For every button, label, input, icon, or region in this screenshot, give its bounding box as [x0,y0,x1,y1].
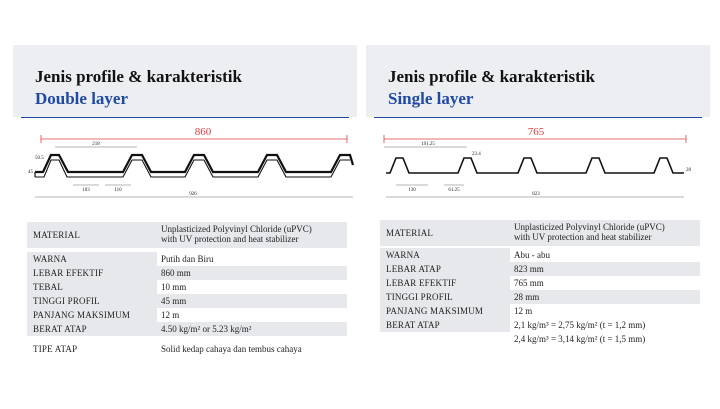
profile-drawing [13,121,357,211]
profile-outline [386,158,684,173]
single-layer-panel [366,45,710,368]
spec-row-lebar-efektif [27,266,347,280]
spec-row-tebal [27,280,347,294]
spec-key: TIPE ATAP [33,344,78,354]
dim-label-total: 823 [532,192,540,197]
double-layer-panel [13,45,357,368]
spec-key: WARNA [380,248,510,262]
dim-label-height: 28 [686,168,691,173]
panel-subtitle: Double layer [35,89,129,108]
panel-header [366,45,710,117]
spec-value: Unplasticized Polyvinyl Chloride (uPVC) with UV protection and heat stabilizer [157,222,347,248]
spec-row-panjang-maksimum [380,304,700,318]
profile-drawing [366,121,710,211]
spec-value: Solid kedap cahaya dan tembus cahaya [161,344,302,354]
spec-value: 4.50 kg/m² or 5.23 kg/m² [157,322,347,336]
dim-label-b: 130 [408,188,416,193]
spec-key: WARNA [27,252,157,266]
spec-key: MATERIAL [27,222,157,248]
spec-table [27,222,347,358]
spec-row-tinggi-profil [380,290,700,304]
spec-value: Abu - abu [514,250,550,260]
panel-title: Jenis profile & karakteristik [35,67,242,86]
spec-value: 28 mm [510,290,700,304]
spec-row-material [380,220,700,246]
dim-label-c: 61.25 [448,188,460,193]
dim-label-total: 926 [189,192,197,197]
spec-value: 12 m [161,310,180,320]
spec-table [380,220,700,346]
dim-label-height: 45 [28,170,33,175]
spec-key: MATERIAL [380,220,510,246]
profile-inner-line [35,160,350,177]
top-dimension-label: 765 [527,126,545,138]
spec-row-warna [380,248,700,262]
header-divider [21,117,349,118]
dim-label-b: 103 [82,188,90,193]
spec-key: PANJANG MAKSIMUM [380,304,510,318]
spec-key: TINGGI PROFIL [380,290,510,304]
top-dimension-label: 860 [194,126,212,138]
spec-row-tinggi-profil [27,294,347,308]
spec-row-tipe-atap [27,340,347,358]
spec-value: 12 m [514,306,533,316]
spec-key: BERAT ATAP [27,322,157,336]
spec-key: LEBAR EFEKTIF [380,276,510,290]
dim-label-slope: 50.5 [35,156,44,161]
dim-label-a: 191.25 [421,142,435,147]
panel-title: Jenis profile & karakteristik [388,67,595,86]
spec-row-lebar-atap [380,262,700,276]
spec-key: BERAT ATAP [380,318,510,332]
spec-value: 45 mm [157,294,347,308]
spec-value: 823 mm [510,262,700,276]
spec-row-warna [27,252,347,266]
panel-subtitle: Single layer [388,89,474,108]
spec-key: PANJANG MAKSIMUM [27,308,157,322]
panel-header [13,45,357,117]
spec-row-lebar-efektif [380,276,700,290]
spec-value: 2,1 kg/m³ = 2,75 kg/m² (t = 1,2 mm) 2,4 kg/m³ = 3,14 kg/m² (t = 1,5 mm) [514,320,646,344]
spec-value: 765 mm [514,278,544,288]
spec-key: LEBAR EFEKTIF [27,266,157,280]
spec-row-berat-atap [27,322,347,336]
spec-value: 860 mm [157,266,347,280]
spec-value: Putih dan Biru [161,254,214,264]
spec-row-material [27,222,347,248]
dim-label-a: 218 [92,142,100,147]
header-divider [374,117,702,118]
dim-label-slope: 23.4 [472,152,481,157]
spec-key: TEBAL [27,280,157,294]
spec-row-panjang-maksimum [27,308,347,322]
spec-row-berat-atap [380,318,700,346]
spec-key: TINGGI PROFIL [27,294,157,308]
spec-key: LEBAR ATAP [380,262,510,276]
dim-label-c: 110 [114,188,122,193]
spec-value: 10 mm [161,282,187,292]
profile-outline [35,155,353,172]
spec-value: Unplasticized Polyvinyl Chloride (uPVC) with UV protection and heat stabilizer [510,220,700,246]
